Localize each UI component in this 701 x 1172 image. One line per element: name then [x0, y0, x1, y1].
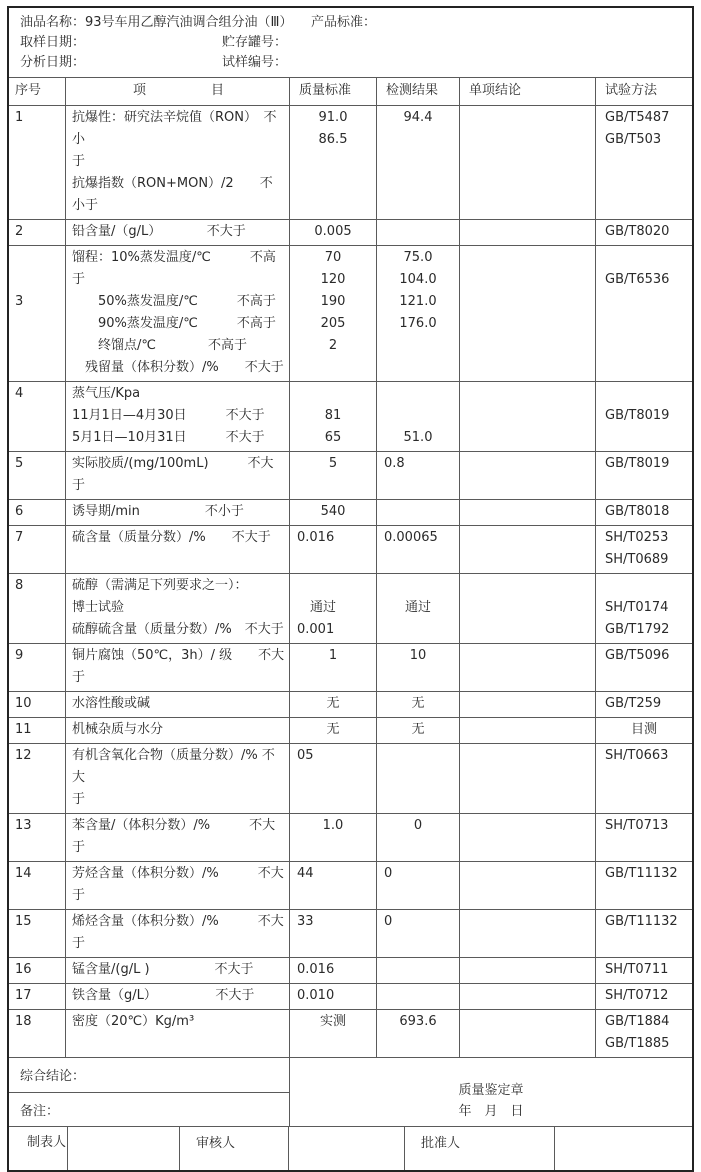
reviewer-signature-cell	[288, 1127, 404, 1170]
cell-item-conclusion	[459, 220, 595, 245]
quality-seal-title: 质量鉴定章	[458, 1083, 524, 1098]
cell-test-method: GB/T5487 GB/T503	[595, 106, 692, 219]
cell-item-conclusion	[459, 814, 595, 861]
cell-test-result: 无	[376, 692, 459, 717]
cell-item-conclusion	[459, 452, 595, 499]
cell-test-method: GB/T8020	[595, 220, 692, 245]
cell-serial-number: 2	[15, 224, 24, 239]
cell-test-method: GB/T259	[595, 692, 692, 717]
cell-serial-number: 15	[15, 914, 32, 929]
cell-test-method: GB/T6536	[595, 246, 692, 381]
cell-item-conclusion	[459, 526, 595, 573]
table-row	[9, 499, 692, 525]
cell-item-description: 诱导期/min 不小于	[65, 500, 289, 525]
cell-quality-standard: 通过 0.001	[289, 574, 376, 643]
cell-item-description: 水溶性酸或碱	[65, 692, 289, 717]
cell-serial-number: 5	[15, 456, 24, 471]
cell-item-conclusion	[459, 246, 595, 381]
cell-item-conclusion	[459, 644, 595, 691]
cell-test-result: 0.8	[376, 452, 459, 499]
table-row	[9, 105, 692, 219]
cell-item-description: 实际胶质/(mg/100mL) 不大于	[65, 452, 289, 499]
quality-report-sheet	[7, 6, 694, 1172]
table-row	[9, 861, 692, 909]
cell-test-method: GB/T8019	[595, 452, 692, 499]
cell-test-method: SH/T0253 SH/T0689	[595, 526, 692, 573]
cell-serial-number: 9	[15, 648, 24, 663]
tank-number-label: 贮存罐号：	[222, 35, 288, 50]
cell-serial-number: 18	[15, 1014, 32, 1029]
cell-item-conclusion	[459, 958, 595, 983]
cell-quality-standard: 0.016	[289, 958, 376, 983]
cell-serial-number: 10	[15, 696, 32, 711]
info-line-3	[20, 53, 692, 73]
cell-test-result: 0	[376, 910, 459, 957]
product-name-label: 油品名称：93号车用乙醇汽油调合组分油（Ⅲ）	[20, 15, 293, 30]
cell-item-conclusion	[459, 1010, 595, 1057]
cell-test-method: GB/T11132	[595, 862, 692, 909]
cell-test-result: 693.6	[376, 1010, 459, 1057]
cell-test-result	[376, 984, 459, 1009]
cell-item-conclusion	[459, 574, 595, 643]
table-row	[9, 573, 692, 643]
sample-number-label: 试样编号：	[222, 55, 288, 70]
overall-conclusion-label: 综合结论：	[20, 1069, 86, 1084]
reviewer-label-cell	[179, 1127, 288, 1170]
cell-test-result: 51.0	[376, 382, 459, 451]
cell-quality-standard: 0.005	[289, 220, 376, 245]
cell-serial-number: 6	[15, 504, 24, 519]
cell-test-result: 94.4	[376, 106, 459, 219]
cell-item-description: 烯烃含量（体积分数）/% 不大于	[65, 910, 289, 957]
footer-summary-section	[9, 1057, 692, 1126]
cell-item-description: 硫醇（需满足下列要求之一）： 博士试验 硫醇硫含量（质量分数）/% 不大于	[65, 574, 289, 643]
cell-test-method: GB/T5096	[595, 644, 692, 691]
cell-quality-standard: 0.016	[289, 526, 376, 573]
cell-test-method: SH/T0711	[595, 958, 692, 983]
table-row	[9, 1009, 692, 1057]
cell-serial-number: 3	[15, 294, 24, 309]
cell-item-description: 机械杂质与水分	[65, 718, 289, 743]
header-item: 项 目	[65, 78, 289, 105]
product-standard-label: 产品标准：	[311, 15, 377, 30]
cell-serial-number: 11	[15, 722, 32, 737]
seal-date-line: 年 月 日	[458, 1104, 524, 1119]
cell-serial-number: 4	[15, 386, 24, 401]
footer-left-column	[9, 1058, 289, 1126]
cell-item-description: 苯含量/（体积分数）/% 不大于	[65, 814, 289, 861]
cell-serial-number: 16	[15, 962, 32, 977]
table-row	[9, 451, 692, 499]
cell-item-description: 密度（20℃）Kg/m³	[65, 1010, 289, 1057]
table-row	[9, 957, 692, 983]
analysis-date-label: 分析日期：	[20, 55, 86, 70]
cell-quality-standard: 05	[289, 744, 376, 813]
header-quality-standard: 质量标准	[289, 78, 376, 105]
cell-test-result: 0	[376, 814, 459, 861]
cell-test-method: GB/T8018	[595, 500, 692, 525]
table-row	[9, 525, 692, 573]
info-header-box	[9, 8, 692, 77]
approver-label-cell	[404, 1127, 554, 1170]
header-test-method: 试验方法	[595, 78, 692, 105]
cell-item-description: 锰含量/(g/L ) 不大于	[65, 958, 289, 983]
note-cell	[9, 1092, 289, 1126]
cell-item-description: 芳烃含量（体积分数）/% 不大于	[65, 862, 289, 909]
table-row	[9, 643, 692, 691]
cell-item-description: 铅含量/（g/L） 不大于	[65, 220, 289, 245]
sample-date-label: 取样日期：	[20, 35, 86, 50]
info-line-1	[20, 13, 692, 33]
cell-test-result: 通过	[376, 574, 459, 643]
cell-item-conclusion	[459, 718, 595, 743]
cell-quality-standard: 540	[289, 500, 376, 525]
cell-item-conclusion	[459, 382, 595, 451]
cell-item-description: 硫含量（质量分数）/% 不大于	[65, 526, 289, 573]
info-line-2	[20, 33, 692, 53]
cell-test-result: 无	[376, 718, 459, 743]
cell-item-conclusion	[459, 910, 595, 957]
cell-quality-standard: 无	[289, 692, 376, 717]
cell-test-result: 10	[376, 644, 459, 691]
cell-test-result: 0.00065	[376, 526, 459, 573]
approver-signature-cell	[554, 1127, 692, 1170]
cell-quality-standard: 实测	[289, 1010, 376, 1057]
cell-test-result	[376, 744, 459, 813]
cell-quality-standard: 5	[289, 452, 376, 499]
cell-quality-standard: 70 120 190 205 2	[289, 246, 376, 381]
cell-test-result	[376, 958, 459, 983]
table-row	[9, 717, 692, 743]
signature-row	[9, 1126, 692, 1170]
cell-quality-standard: 44	[289, 862, 376, 909]
cell-test-method: GB/T1884 GB/T1885	[595, 1010, 692, 1057]
table-row	[9, 245, 692, 381]
cell-quality-standard: 无	[289, 718, 376, 743]
approver-label: 批准人	[421, 1136, 461, 1151]
cell-test-result: 0	[376, 862, 459, 909]
cell-test-method: GB/T8019	[595, 382, 692, 451]
table-row	[9, 381, 692, 451]
table-row	[9, 813, 692, 861]
cell-serial-number: 8	[15, 578, 24, 593]
cell-item-conclusion	[459, 500, 595, 525]
cell-test-method: GB/T11132	[595, 910, 692, 957]
cell-item-description: 铁含量（g/L） 不大于	[65, 984, 289, 1009]
cell-test-method: SH/T0663	[595, 744, 692, 813]
cell-item-description: 有机含氧化合物（质量分数）/% 不大 于	[65, 744, 289, 813]
cell-test-result: 75.0 104.0 121.0 176.0	[376, 246, 459, 381]
table-header-row	[9, 77, 692, 105]
cell-item-description: 抗爆性：研究法辛烷值（RON） 不小 于 抗爆指数（RON+MON）/2 不小于	[65, 106, 289, 219]
maker-signature-cell	[67, 1127, 179, 1170]
cell-quality-standard: 1.0	[289, 814, 376, 861]
table-row	[9, 219, 692, 245]
cell-serial-number: 12	[15, 748, 32, 763]
reviewer-label: 审核人	[196, 1136, 236, 1151]
cell-item-conclusion	[459, 984, 595, 1009]
cell-test-method: SH/T0712	[595, 984, 692, 1009]
cell-quality-standard: 81 65	[289, 382, 376, 451]
note-label: 备注：	[20, 1104, 60, 1119]
table-row	[9, 909, 692, 957]
cell-quality-standard: 1	[289, 644, 376, 691]
cell-test-method: 目测	[595, 718, 692, 743]
cell-test-method: SH/T0174 GB/T1792	[595, 574, 692, 643]
cell-quality-standard: 0.010	[289, 984, 376, 1009]
table-row	[9, 743, 692, 813]
cell-item-conclusion	[459, 106, 595, 219]
table-row	[9, 691, 692, 717]
cell-item-description: 蒸气压/Kpa 11月1日—4月30日 不大于 5月1日—10月31日 不大于	[65, 382, 289, 451]
cell-serial-number: 7	[15, 530, 24, 545]
maker-label: 制表人	[27, 1135, 67, 1150]
table-row	[9, 983, 692, 1009]
cell-item-conclusion	[459, 744, 595, 813]
maker-label-cell	[9, 1127, 67, 1170]
cell-serial-number: 17	[15, 988, 32, 1003]
cell-quality-standard: 91.0 86.5	[289, 106, 376, 219]
cell-serial-number: 13	[15, 818, 32, 833]
cell-serial-number: 1	[15, 110, 24, 125]
header-item-conclusion: 单项结论	[459, 78, 595, 105]
cell-item-description: 馏程：10%蒸发温度/℃ 不高于 50%蒸发温度/℃ 不高于 90%蒸发温度/℃ 不高于 终馏点/℃ 不高于 残留量（体积分数）/% 不大于	[65, 246, 289, 381]
cell-serial-number: 14	[15, 866, 32, 881]
cell-test-result	[376, 500, 459, 525]
cell-quality-standard: 33	[289, 910, 376, 957]
cell-item-description: 铜片腐蚀（50℃，3h）/ 级 不大于	[65, 644, 289, 691]
cell-item-conclusion	[459, 862, 595, 909]
overall-conclusion-cell	[9, 1058, 289, 1092]
cell-test-method: SH/T0713	[595, 814, 692, 861]
quality-seal-cell	[289, 1058, 692, 1126]
table-body	[9, 105, 692, 1057]
cell-item-conclusion	[459, 692, 595, 717]
cell-test-result	[376, 220, 459, 245]
header-test-result: 检测结果	[376, 78, 459, 105]
header-no: 序号	[15, 83, 42, 98]
